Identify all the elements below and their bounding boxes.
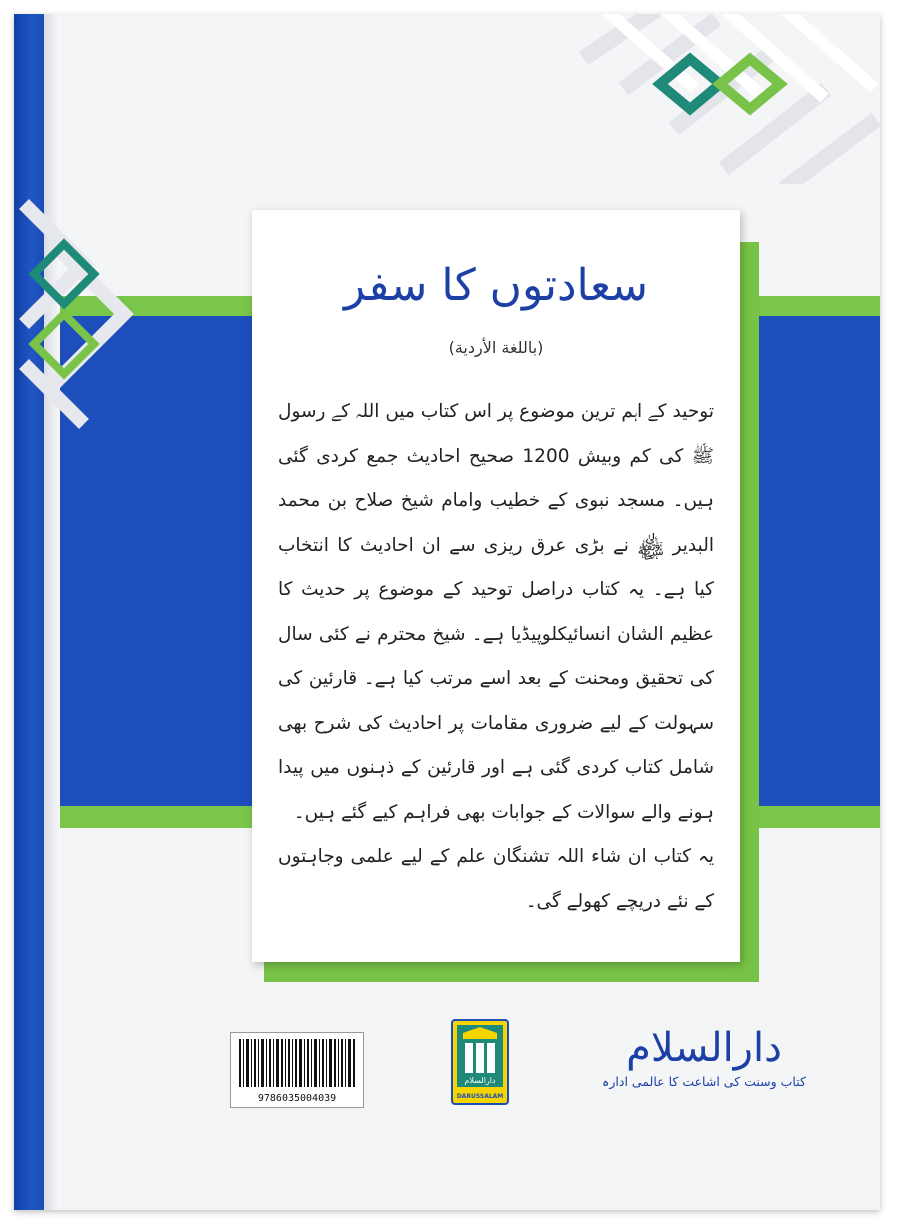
barcode-bars-icon	[237, 1039, 357, 1087]
description-paragraph: توحید کے اہم ترین موضوع پر اس کتاب میں اللہ کے رسول ﷺ کی کم وبیش 1200 صحیح احادیث جمع کردی گئی ہیں۔ مسجد نبوی کے خطیب وامام شیخ صلاح بن محمد البدیر ﷾ نے بڑی عرق ریزی سے ان احادیث کا انتخاب کیا ہے۔ یہ کتاب دراصل توحید کے موضوع پر حدیث کا عظیم الشان انسائیکلوپیڈیا ہے۔ شیخ محترم نے کئی سال کی تحقیق ومحنت کے بعد اسے مرتب کیا ہے۔ قارئین کی سہولت کے لیے ضروری مقامات پر احادیث کی شرح بھی شامل کتاب کردی گئی ہے اور قارئین کے ذہنوں میں پیدا ہونے والے سوالات کے جوابات بھی فراہم کیے گئے ہیں۔	[278, 401, 714, 823]
book-description	[278, 390, 714, 924]
isbn-number: 9786035004039	[257, 1093, 337, 1104]
knot-ornament-icon	[570, 14, 880, 184]
barcode	[230, 1032, 364, 1108]
book-subtitle: (باللغة الأردية)	[448, 338, 544, 357]
logo-latin-text: DARUSSALAM	[456, 1093, 504, 1100]
publisher-tagline: کتاب وسنت کی اشاعت کا عالمی ادارہ	[602, 1074, 806, 1089]
description-paragraph: یہ کتاب ان شاء اللہ تشنگان علم کے لیے علمی وجاہتوں کے نئے دریچے کھولے گی۔	[278, 846, 714, 912]
book-title: سعادتوں کا سفر	[343, 260, 649, 311]
description-card	[252, 210, 740, 962]
book-back-cover	[14, 14, 880, 1210]
darussalam-logo-icon	[451, 1019, 509, 1105]
logo-arabic-text: دارالسلام	[464, 1076, 496, 1085]
spine-knot-icon	[14, 184, 154, 444]
publisher-block	[574, 1024, 834, 1089]
publisher-name: دارالسلام	[626, 1025, 782, 1071]
